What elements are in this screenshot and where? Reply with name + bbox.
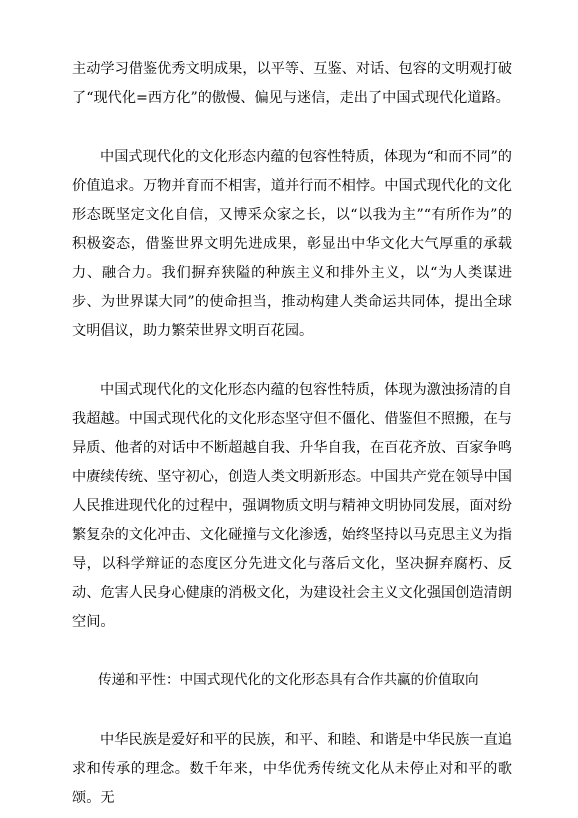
paragraph-peace: 中华民族是爱好和平的民族，和平、和睦、和谐是中华民族一直追求和传承的理念。数千年来，中华优秀传统文化从未停止对和平的歌颂。无 [72,732,512,806]
paragraph-continued: 主动学习借鉴优秀文明成果，以平等、互鉴、对话、包容的文明观打破了“现代化=西方化”的傲慢、偏见与迷信，走出了中国式现代化道路。 [72,61,512,106]
paragraph-harmony-diversity: 中国式现代化的文化形态内蕴的包容性特质，体现为“和而不同”的价值追求。万物并育而不相害，道并行而不相悖。中国式现代化的文化形态既坚定文化自信，又博采众家之长，以“以我为主”“有所作为”的积极姿态，借鉴世界文明先进成果，彰显出中华文化大气厚重的承载力、融合力。我们摒弃狭隘的种族主义和排外主义，以“为人类谋进步、为世界谋大同”的使命担当，推动构建人类命运共同体，提出全球文明倡议，助力繁荣世界文明百花园。 [72,149,512,339]
paragraph-self-transcendence: 中国式现代化的文化形态内蕴的包容性特质，体现为激浊扬清的自我超越。中国式现代化的文化形态坚守但不僵化、借鉴但不照搬，在与异质、他者的对话中不断超越自我、升华自我，在百花齐放、百家争鸣中赓续传统、坚守初心，创造人类文明新形态。中国共产党在领导中国人民推进现代化的过程中，强调物质文明与精神文明协同发展，面对纷繁复杂的文化冲击、文化碰撞与文化渗透，始终坚持以马克思主义为指导，以科学辩证的态度区分先进文化与落后文化，坚决摒弃腐朽、反动、危害人民身心健康的消极文化，为建设社会主义文化强国创造清朗空间。 [72,382,512,630]
section-heading: 传递和平性：中国式现代化的文化形态具有合作共赢的价值取向 [98,672,479,688]
